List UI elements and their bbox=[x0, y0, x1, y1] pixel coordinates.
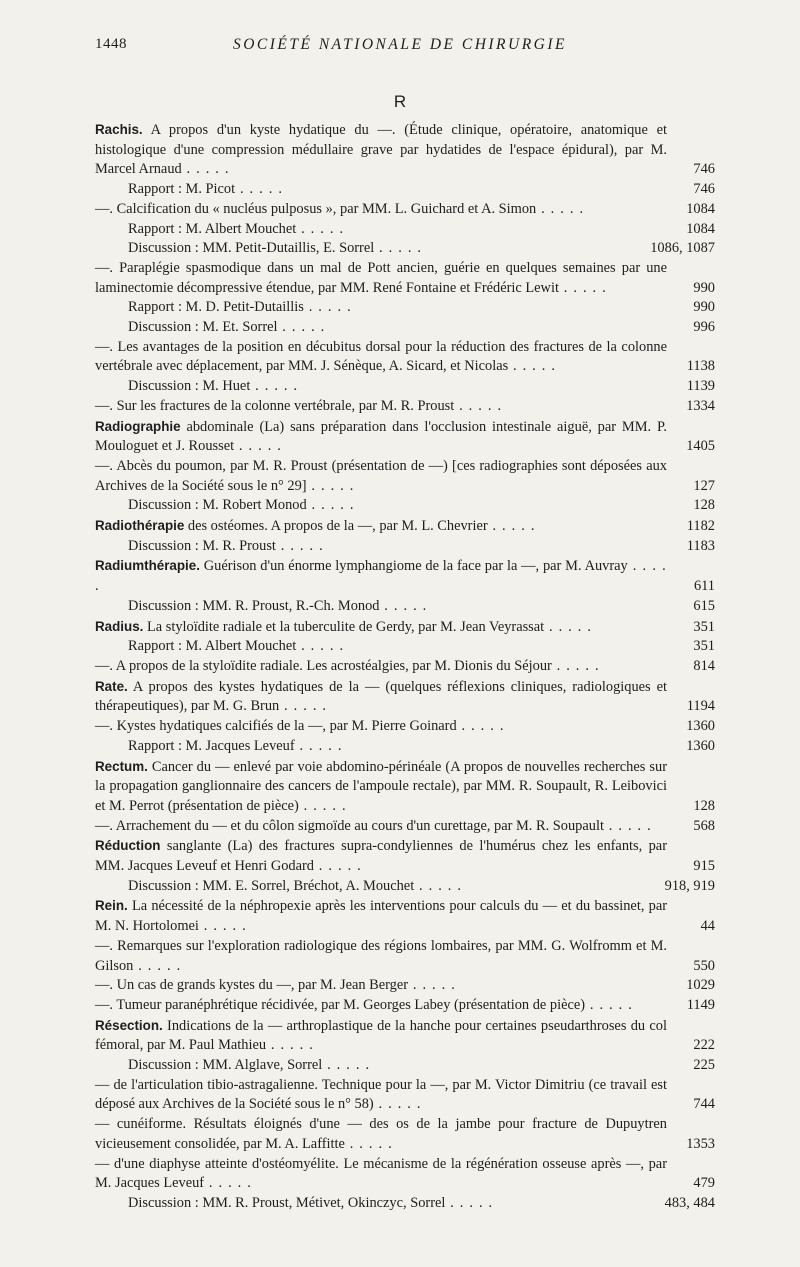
page-reference: 128 bbox=[693, 797, 715, 814]
entry-text: Cancer du — enlevé par voie abdomino-périnéale (A propos de nouvelles recherches sur la propagation ganglionnaire des cancers de l'ampoule rectale), par MM. R. Soupault, R. Leibovici et M. Perrot (présentation de pièce) bbox=[95, 758, 667, 814]
index-entry bbox=[95, 200, 715, 220]
page-reference: 479 bbox=[693, 1175, 715, 1192]
page-reference: 744 bbox=[693, 1096, 715, 1113]
page-reference: 1360 bbox=[686, 737, 715, 754]
index-subentry bbox=[95, 597, 715, 617]
leader-dots: . . . . . bbox=[551, 657, 600, 674]
leader-dots: . . . . . bbox=[536, 200, 585, 217]
entry-text: —. Calcification du « nucléus pulposus », par MM. L. Guichard et A. Simon bbox=[95, 200, 537, 217]
leader-dots: . . . . . bbox=[296, 220, 345, 237]
page-reference: 127 bbox=[693, 477, 715, 494]
entry-text: —. A propos de la styloïdite radiale. Les acrostéalgies, par M. Dionis du Séjour bbox=[95, 657, 552, 674]
entry-keyword: Réduction bbox=[95, 838, 161, 854]
entry-keyword: Rachis. bbox=[95, 122, 143, 137]
index-entry bbox=[95, 996, 715, 1016]
entry-text: Rapport : M. Albert Mouchet bbox=[128, 638, 297, 655]
entry-text: abdominale (La) sans préparation dans l'occlusion intestinale aiguë, par MM. P. Mouloguet et J. Rousset bbox=[95, 418, 667, 455]
leader-dots: . . . . . bbox=[379, 597, 428, 614]
entry-text: Guérison d'un énorme lymphangiome de la face par la —, par M. Auvray bbox=[199, 558, 628, 575]
index-entry bbox=[95, 338, 715, 377]
leader-dots: . . . . . bbox=[279, 698, 328, 715]
entry-text: sanglante (La) des fractures supra-condyliennes de l'humérus chez les enfants, par MM. Jacques Leveuf et Henri Godard bbox=[95, 838, 667, 875]
page-reference: 1138 bbox=[686, 358, 715, 375]
index-subentry bbox=[95, 318, 715, 338]
leader-dots: . . . . . bbox=[234, 438, 283, 455]
page-reference: 1139 bbox=[686, 378, 715, 395]
leader-dots: . . . . . bbox=[603, 817, 652, 834]
page-reference: 1182 bbox=[686, 518, 715, 535]
page-reference: 611 bbox=[693, 578, 715, 595]
entry-text: —. Les avantages de la position en décubitus dorsal pour la réduction des fractures de la colonne vertébrale avec déplacement, par MM. J. Sénèque, A. Sicard, et Nicolas bbox=[95, 338, 667, 375]
entry-text: Discussion : M. R. Proust bbox=[128, 537, 276, 554]
entry-text: Indications de la — arthroplastique de la hanche pour certaines pseudarthroses du col fémoral, par M. Paul Mathieu bbox=[95, 1017, 667, 1054]
index-subentry bbox=[95, 239, 715, 259]
leader-dots: . . . . . bbox=[344, 1135, 393, 1152]
leader-dots: . . . . . bbox=[585, 996, 634, 1013]
page-reference: 1194 bbox=[686, 698, 715, 715]
index-entry bbox=[95, 516, 715, 537]
index-entry bbox=[95, 259, 715, 298]
entry-keyword: Radiumthérapie. bbox=[95, 558, 200, 574]
page-reference: 915 bbox=[693, 858, 715, 875]
index-entry bbox=[95, 817, 715, 837]
leader-dots: . . . . . bbox=[303, 299, 352, 316]
leader-dots: . . . . . bbox=[250, 378, 299, 395]
index-entries bbox=[95, 120, 715, 1214]
entry-text: —. Tumeur paranéphrétique récidivée, par M. Georges Labey (présentation de pièce) bbox=[95, 996, 586, 1013]
leader-dots: . . . . . bbox=[204, 1175, 253, 1192]
entry-text: Discussion : MM. Petit-Dutaillis, E. Sorrel bbox=[128, 240, 375, 257]
page-reference: 990 bbox=[693, 279, 715, 296]
entry-text: Discussion : M. Huet bbox=[128, 378, 251, 395]
entry-keyword: Radiothérapie bbox=[95, 518, 185, 534]
page-reference: 550 bbox=[693, 957, 715, 974]
index-entry bbox=[95, 457, 715, 496]
page-header bbox=[95, 36, 705, 56]
leader-dots: . . . . . bbox=[294, 737, 343, 754]
entry-text: Discussion : MM. R. Proust, R.-Ch. Monod bbox=[128, 597, 380, 614]
page-reference: 1334 bbox=[686, 397, 715, 414]
page-number: 1448 bbox=[95, 36, 127, 52]
entry-text: La styloïdite radiale et la tuberculite de Gerdy, par M. Jean Veyrassat bbox=[143, 618, 545, 635]
page-reference: 44 bbox=[700, 918, 715, 935]
page-reference: 1353 bbox=[686, 1135, 715, 1152]
entry-text: des ostéomes. A propos de la —, par M. L. Chevrier bbox=[184, 518, 488, 535]
leader-dots: . . . . . bbox=[374, 240, 423, 257]
entry-text: —. Paraplégie spasmodique dans un mal de Pott ancien, guérie en quelques semaines par une laminectomie décompressive étendue, par MM. René Fontaine et Frédéric Lewit bbox=[95, 259, 667, 296]
leader-dots: . . . . . bbox=[198, 918, 247, 935]
leader-dots: . . . . . bbox=[306, 477, 355, 494]
entry-text: — de l'articulation tibio-astragalienne. Technique pour la —, par M. Victor Dimitriu (ce travail est déposé aux Archives de la Société sous le n° 58) bbox=[95, 1076, 667, 1113]
page-reference: 568 bbox=[693, 817, 715, 834]
index-subentry bbox=[95, 877, 715, 897]
entry-text: A propos d'un kyste hydatique du —. (Étude clinique, opératoire, anatomique et histologique d'une compression médullaire grave par hydatides de l'espace épidural), par M. Marcel Arnaud bbox=[95, 122, 667, 178]
index-entry bbox=[95, 120, 715, 180]
entry-text: —. Remarques sur l'exploration radiologique des régions lombaires, par MM. G. Wolfromm et M. Gilson bbox=[95, 937, 667, 974]
page-reference: 222 bbox=[693, 1037, 715, 1054]
entry-keyword: Rate. bbox=[95, 678, 128, 694]
entry-text: Rapport : M. Picot bbox=[128, 181, 236, 198]
leader-dots: . . . . . bbox=[314, 858, 362, 875]
page-reference: 1405 bbox=[686, 438, 715, 455]
index-entry bbox=[95, 1076, 715, 1115]
page-reference: 128 bbox=[693, 497, 715, 514]
leader-dots: . . . . . bbox=[322, 1057, 371, 1074]
leader-dots: . . . . . bbox=[414, 877, 463, 894]
entry-keyword: Rein. bbox=[95, 898, 128, 914]
page-reference: 814 bbox=[693, 657, 715, 674]
index-subentry bbox=[95, 1056, 715, 1076]
page-reference: 990 bbox=[693, 299, 715, 316]
page-reference: 1029 bbox=[686, 977, 715, 994]
section-letter: R bbox=[393, 92, 407, 111]
leader-dots: . . . . . bbox=[133, 957, 182, 974]
page-reference: 1360 bbox=[686, 718, 715, 735]
page-reference: 225 bbox=[693, 1057, 715, 1074]
leader-dots: . . . . . bbox=[95, 558, 667, 595]
entry-keyword: Rectum. bbox=[95, 758, 148, 774]
page-reference: 1084 bbox=[686, 200, 715, 217]
page-reference: 996 bbox=[693, 319, 715, 336]
entry-keyword: Radius. bbox=[95, 618, 144, 634]
page-reference: 483, 484 bbox=[664, 1194, 715, 1211]
index-entry bbox=[95, 397, 715, 417]
leader-dots: . . . . . bbox=[306, 497, 355, 514]
leader-dots: . . . . . bbox=[408, 977, 457, 994]
running-title: SOCIÉTÉ NATIONALE DE CHIRURGIE bbox=[232, 36, 568, 53]
entry-text: —. Kystes hydatiques calcifiés de la —, par M. Pierre Goinard bbox=[95, 718, 457, 735]
index-entry bbox=[95, 896, 715, 936]
leader-dots: . . . . . bbox=[235, 181, 284, 198]
index-subentry bbox=[95, 180, 715, 200]
leader-dots: . . . . . bbox=[558, 279, 607, 296]
entry-keyword: Radiographie bbox=[95, 418, 181, 434]
index-entry bbox=[95, 1115, 715, 1154]
index-entry bbox=[95, 657, 715, 677]
entry-keyword: Résection. bbox=[95, 1017, 163, 1033]
entry-text: — cunéiforme. Résultats éloignés d'une — des os de la jambe pour fracture de Dupuytren vicieusement consolidée, par M. A. Laffitte bbox=[95, 1116, 667, 1152]
page-reference: 1149 bbox=[686, 996, 715, 1013]
page-reference: 1086, 1087 bbox=[650, 240, 715, 257]
page-reference: 1084 bbox=[686, 220, 715, 237]
leader-dots: . . . . . bbox=[508, 358, 557, 375]
leader-dots: . . . . . bbox=[456, 718, 505, 735]
entry-text: —. Sur les fractures de la colonne vertébrale, par M. R. Proust bbox=[95, 397, 455, 414]
page-reference: 746 bbox=[693, 181, 715, 198]
index-subentry bbox=[95, 537, 715, 557]
leader-dots: . . . . . bbox=[275, 537, 324, 554]
index-subentry bbox=[95, 737, 715, 757]
index-subentry bbox=[95, 298, 715, 318]
index-entry bbox=[95, 417, 715, 457]
entry-text: Rapport : M. D. Petit-Dutaillis bbox=[128, 299, 304, 316]
entry-text: Discussion : M. Robert Monod bbox=[128, 497, 307, 514]
index-entry bbox=[95, 617, 715, 638]
entry-text: Discussion : MM. R. Proust, Métivet, Okinczyc, Sorrel bbox=[128, 1194, 446, 1211]
index-subentry bbox=[95, 220, 715, 240]
index-entry bbox=[95, 976, 715, 996]
entry-text: La nécessité de la néphropexie après les interventions pour calculs du — et du bassinet, par M. N. Hortolomei bbox=[95, 898, 667, 935]
index-subentry bbox=[95, 1194, 715, 1214]
entry-text: Discussion : MM. Alglave, Sorrel bbox=[128, 1057, 323, 1074]
page-reference: 615 bbox=[693, 597, 715, 614]
entry-text: Rapport : M. Albert Mouchet bbox=[128, 220, 297, 237]
leader-dots: . . . . . bbox=[544, 618, 593, 635]
entry-text: —. Arrachement du — et du côlon sigmoïde au cours d'un curettage, par M. R. Soupault bbox=[95, 817, 604, 834]
page-reference: 351 bbox=[693, 638, 715, 655]
leader-dots: . . . . . bbox=[487, 518, 536, 535]
entry-text: —. Un cas de grands kystes du —, par M. Jean Berger bbox=[95, 977, 409, 994]
leader-dots: . . . . . bbox=[181, 161, 230, 178]
page-reference: 746 bbox=[693, 161, 715, 178]
page-reference: 351 bbox=[693, 618, 715, 635]
index-entry bbox=[95, 757, 715, 817]
index-entry bbox=[95, 1016, 715, 1056]
leader-dots: . . . . . bbox=[373, 1096, 422, 1113]
index-entry bbox=[95, 677, 715, 717]
index-entry bbox=[95, 1155, 715, 1194]
entry-text: Discussion : M. Et. Sorrel bbox=[128, 319, 278, 336]
entry-text: —. Abcès du poumon, par M. R. Proust (présentation de —) [ces radiographies sont déposées aux Archives de la Société sous le n° 29] bbox=[95, 457, 667, 494]
index-entry bbox=[95, 717, 715, 737]
index-entry bbox=[95, 937, 715, 976]
leader-dots: . . . . . bbox=[298, 797, 347, 814]
index-subentry bbox=[95, 496, 715, 516]
entry-text: A propos des kystes hydatiques de la — (quelques réflexions cliniques, radiologiques et thérapeutiques), par M. G. Brun bbox=[95, 678, 667, 715]
leader-dots: . . . . . bbox=[266, 1037, 315, 1054]
entry-text: Discussion : MM. E. Sorrel, Bréchot, A. Mouchet bbox=[128, 877, 415, 894]
index-entry bbox=[95, 556, 715, 596]
entry-text: Rapport : M. Jacques Leveuf bbox=[128, 737, 295, 754]
leader-dots: . . . . . bbox=[277, 319, 326, 336]
page-reference: 918, 919 bbox=[664, 877, 715, 894]
page-reference: 1183 bbox=[686, 537, 715, 554]
leader-dots: . . . . . bbox=[445, 1194, 494, 1211]
index-entry bbox=[95, 836, 715, 876]
index-subentry bbox=[95, 377, 715, 397]
index-subentry bbox=[95, 637, 715, 657]
leader-dots: . . . . . bbox=[296, 638, 345, 655]
leader-dots: . . . . . bbox=[454, 397, 503, 414]
entry-text: — d'une diaphyse atteinte d'ostéomyélite. Le mécanisme de la régénération osseuse après —, par M. Jacques Leveuf bbox=[95, 1155, 667, 1192]
